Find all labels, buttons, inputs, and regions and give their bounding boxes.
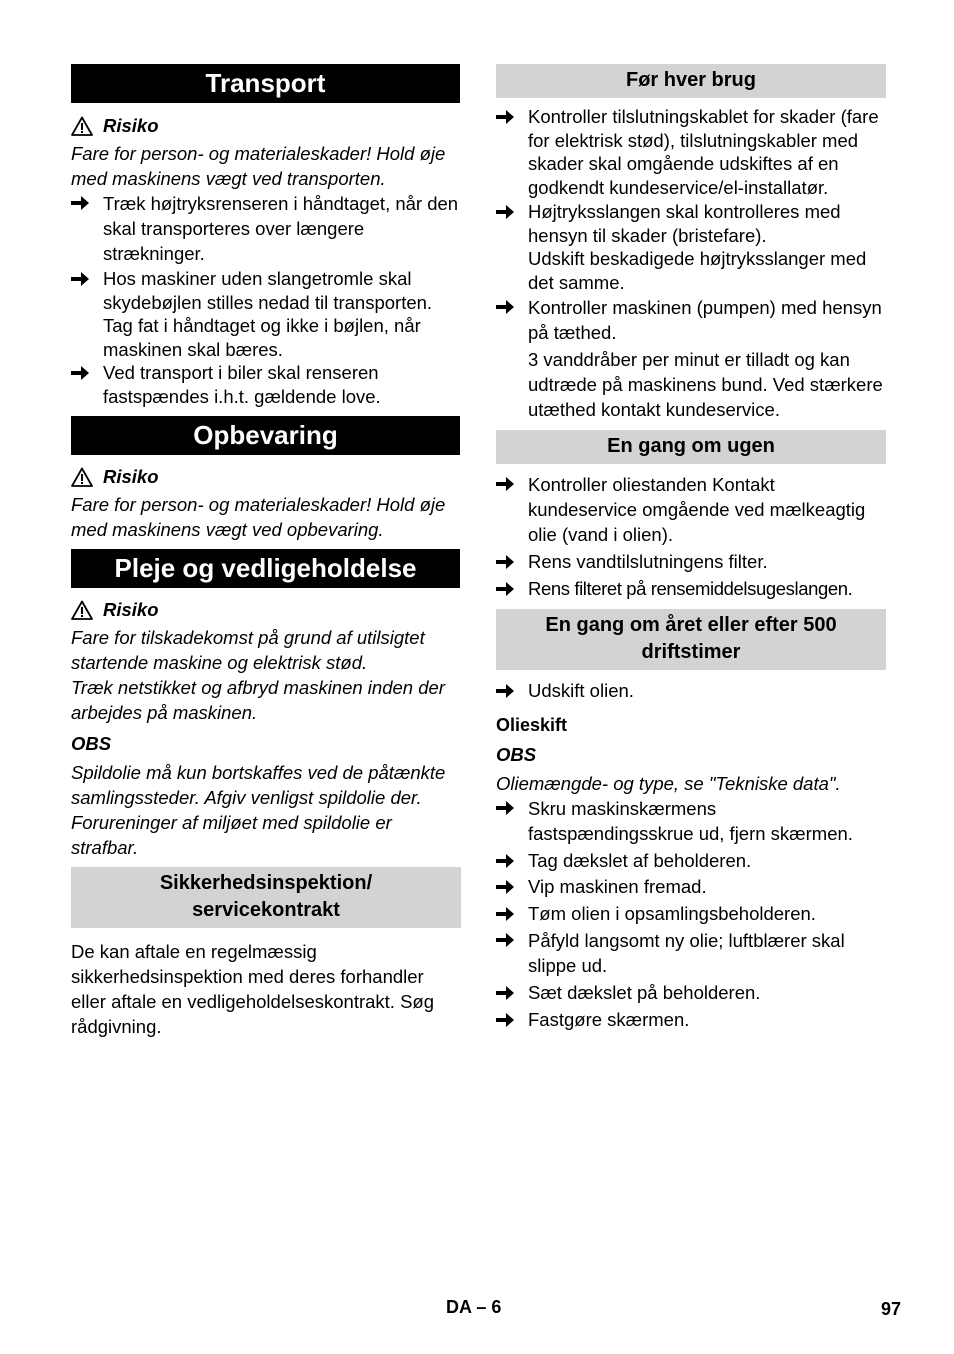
obs-text: Spildolie må kun bortskaffes ved de påtænkte samlingssteder. Afgiv venligst spildolie der. Forureninger af miljøet med spildolie er strafbar. [71,762,446,858]
arrow-icon [496,577,528,600]
right-column [496,64,886,1031]
arrow-icon [496,105,528,128]
obs-label: OBS [71,733,112,754]
section-heading-transport: Transport [71,64,460,103]
section-heading-ugen: En gang om ugen [496,430,886,464]
arrow-icon [496,472,528,495]
arrow-icon [496,796,528,819]
section-heading-opbevaring: Opbevaring [71,416,460,455]
risk-label: Risiko [71,113,460,138]
risk-text: Træk netstikket og afbryd maskinen inden der arbejdes på maskinen. [71,677,445,723]
risk-label: Risiko [71,464,460,489]
list-item: Højtryksslangen skal kontrolleres med hensyn til skader (bristefare). Udskift beskadigede højtryksslanger med det samme. [496,200,886,294]
arrow-icon [71,191,103,214]
list-item: Træk højtryksrenseren i håndtaget, når den skal transporteres over længere strækninger. [71,191,460,266]
section-heading-pleje: Pleje og vedligeholdelse [71,549,460,588]
list-item: Vip maskinen fremad. [496,875,886,899]
obs-label: OBS [496,743,537,765]
risk-text: Fare for person- og materialeskader! Hold øje med maskinens vægt ved opbevaring. [71,494,446,540]
list-item: Tøm olien i opsamlingsbeholderen. [496,902,886,926]
arrow-icon [496,1008,528,1031]
list-item: Udskift olien. [496,679,886,703]
arrow-icon [496,679,528,702]
list-item: Kontroller oliestanden Kontakt kundeservice omgående ved mælkeagtig olie (vand i olien). [496,472,886,547]
list-item: Hos maskiner uden slangetromle skal skydebøjlen stilles nedad til transporten. Tag fat i håndtaget og ikke i bøjlen, når maskinen skal bæres. [71,267,460,361]
list-item: Rens filteret på rensemiddelsugeslangen. [496,577,886,601]
arrow-icon [71,361,103,384]
risk-text: Fare for tilskadekomst på grund af utilsigtet startende maskine og elektrisk stød. [71,627,425,673]
risk-text: Fare for person- og materialeskader! Hold øje med maskinens vægt ved transporten. [71,143,446,189]
left-column [71,64,460,1039]
list-item: Sæt dækslet på beholderen. [496,981,886,1005]
arrow-icon [496,200,528,223]
arrow-icon [496,928,528,951]
warning-icon [71,600,93,620]
risk-label: Risiko [71,597,460,622]
arrow-icon [496,550,528,573]
page-number: 97 [881,1299,902,1319]
arrow-icon [71,267,103,290]
list-item: Påfyld langsomt ny olie; luftblærer skal slippe ud. [496,928,886,978]
warning-icon [71,467,93,487]
list-item: Kontroller maskinen (pumpen) med hensyn på tæthed. 3 vanddråber per minut er tilladt og kan udtræde på maskinens bund. Ved stærkere utæthed kontakt kundeservice. [496,295,886,422]
arrow-icon [496,295,528,318]
list-item: Kontroller tilslutningskablet for skader (fare for elektrisk stød), tilslutningskabler med skader skal omgående udskiftes af en godkendt kundeservice/el-installatør. [496,105,886,199]
footer-section-label: DA – 6 [446,1297,502,1317]
section-heading-sikkerhed: Sikkerhedsinspektion/ servicekontrakt [71,867,461,928]
section-heading-foer-hver-brug: Før hver brug [496,64,886,98]
list-item: Rens vandtilslutningens filter. [496,550,886,574]
obs-text: Oliemængde- og type, se "Tekniske data". [496,772,841,794]
body-text: De kan aftale en regelmæssig sikkerhedsinspektion med deres forhandler eller aftale en vedligeholdelseskontrakt. Søg rådgivning. [71,941,435,1037]
arrow-icon [496,875,528,898]
section-heading-aaret: En gang om året eller efter 500 driftstimer [496,609,886,670]
list-item: Fastgøre skærmen. [496,1008,886,1032]
list-item: Skru maskinskærmens fastspændingsskrue ud, fjern skærmen. [496,796,886,846]
arrow-icon [496,849,528,872]
arrow-icon [496,902,528,925]
warning-icon [71,116,93,136]
subheading-olieskift: Olieskift [496,714,568,735]
list-item: Tag dækslet af beholderen. [496,849,886,873]
arrow-icon [496,981,528,1004]
list-item: Ved transport i biler skal renseren fastspændes i.h.t. gældende love. [71,361,460,408]
